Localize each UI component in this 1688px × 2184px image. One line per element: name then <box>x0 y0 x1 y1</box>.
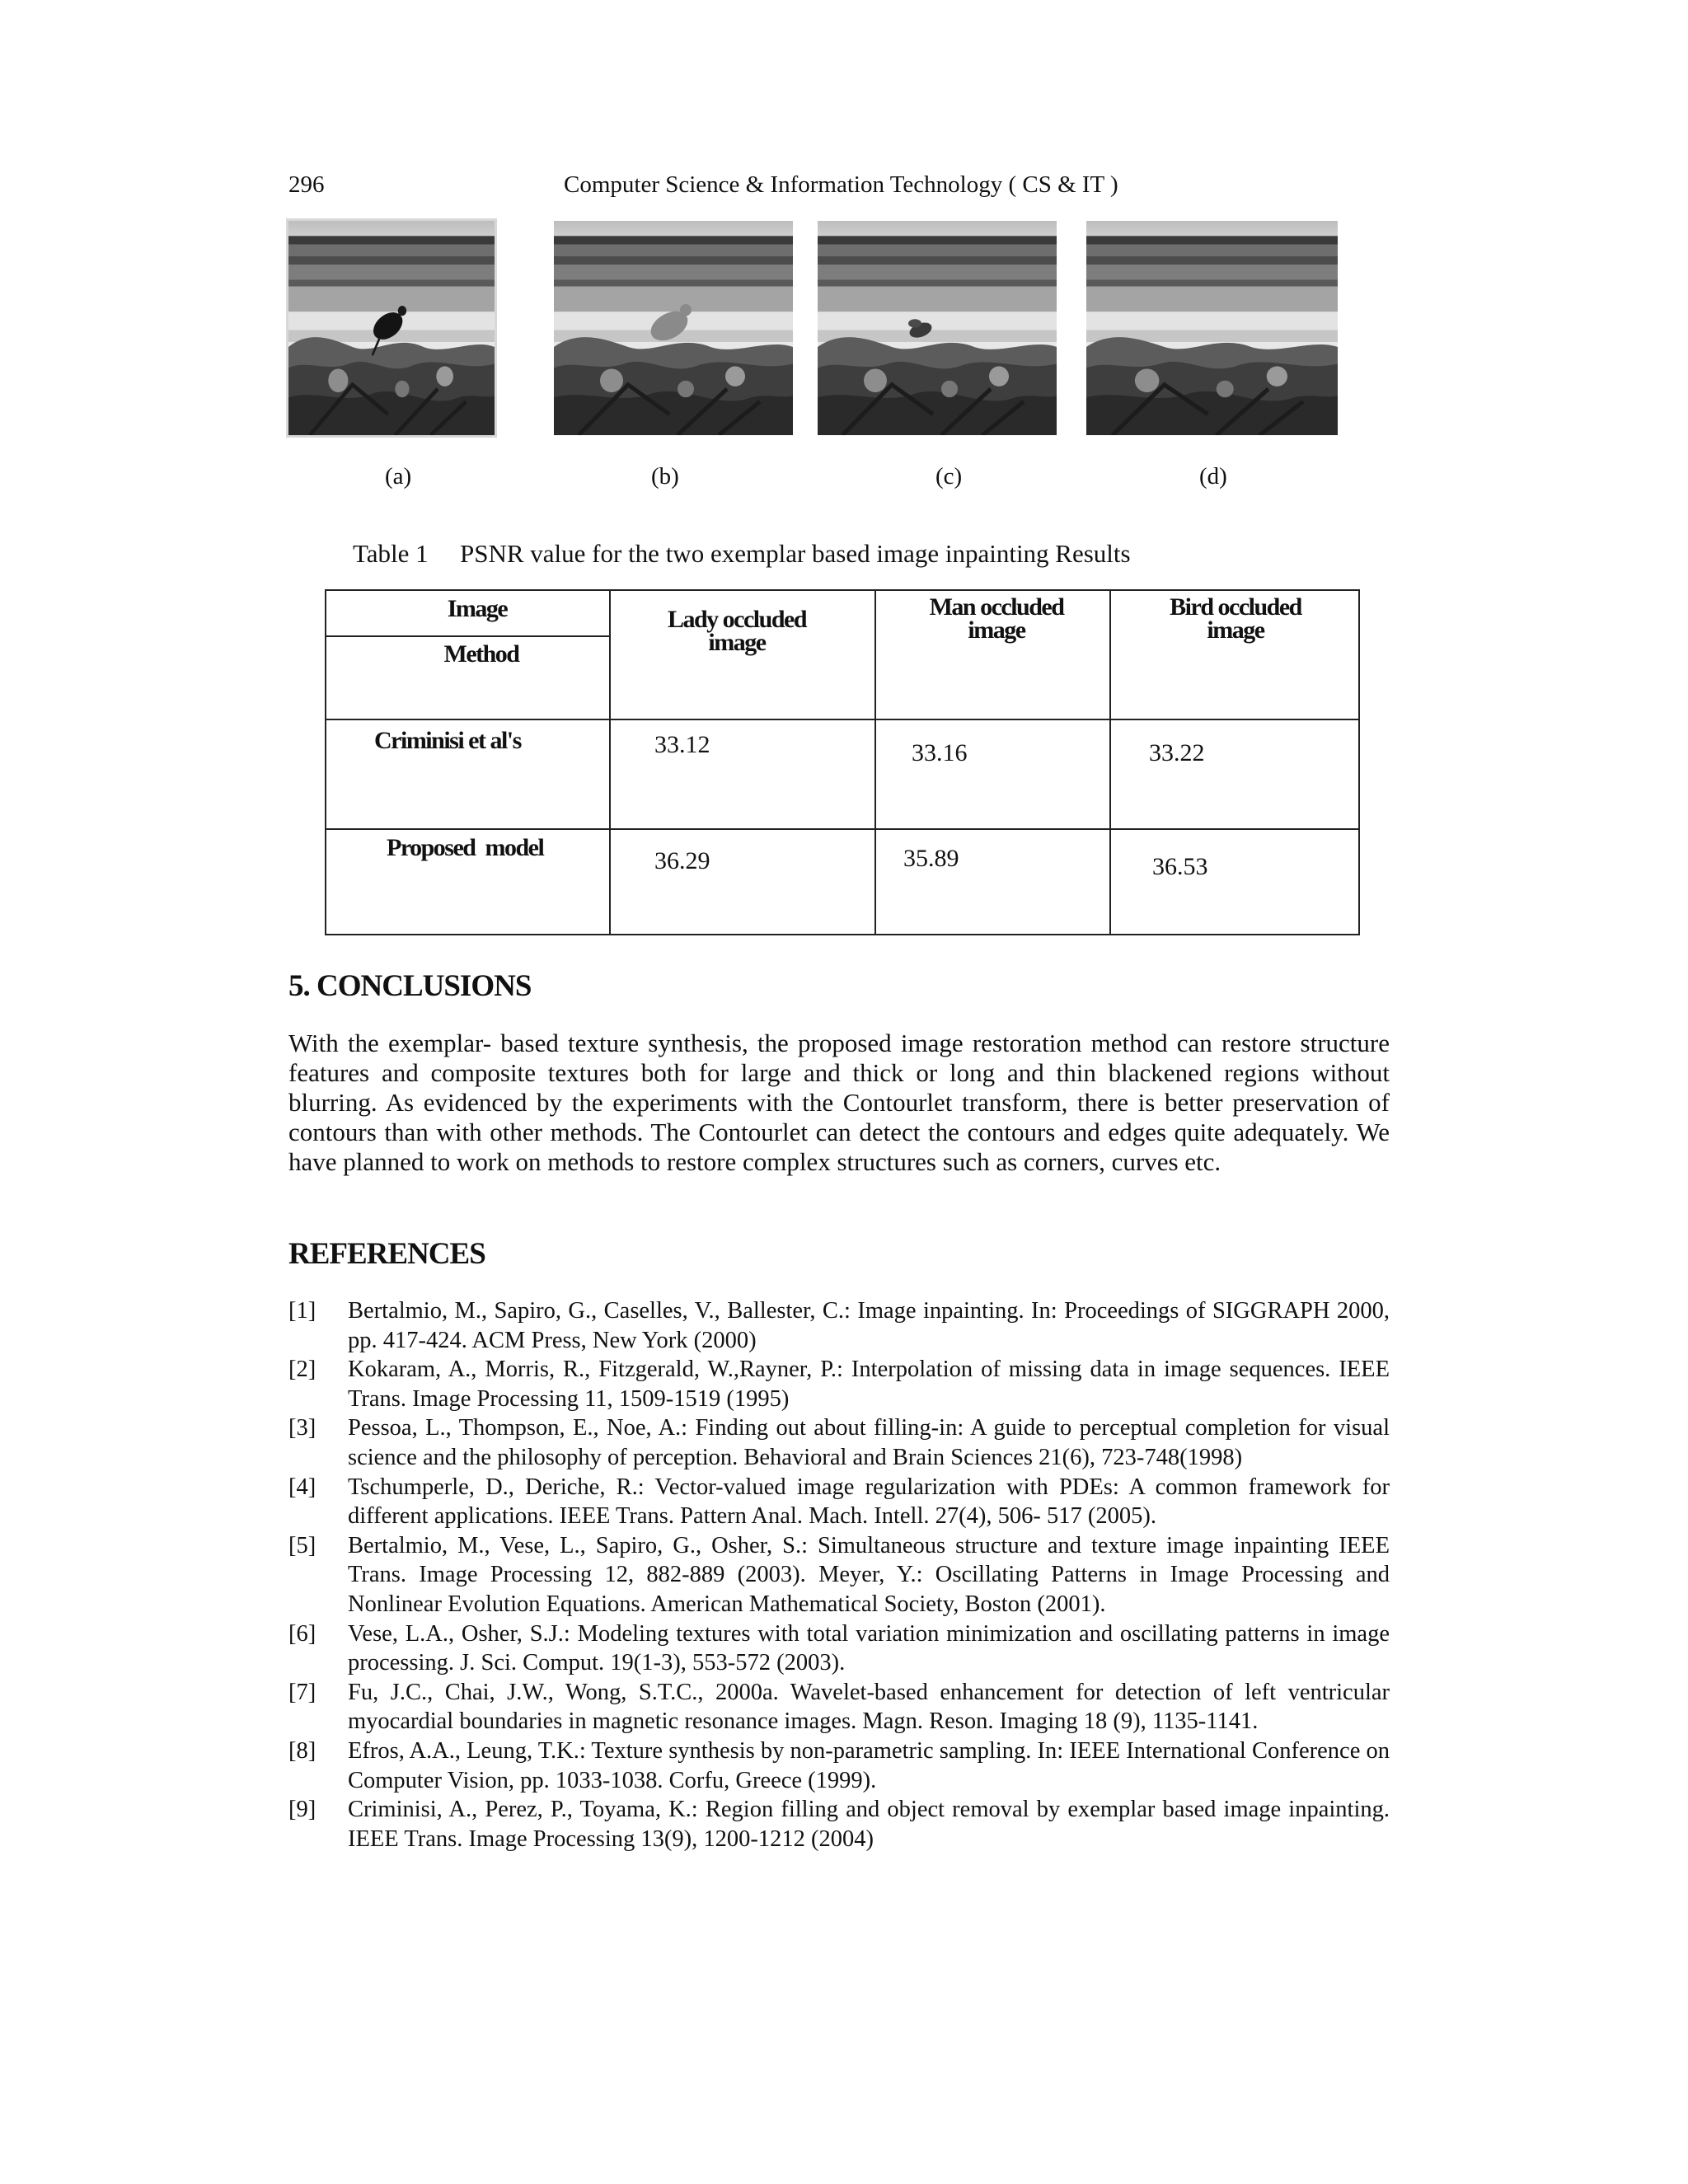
conclusions-heading: 5. CONCLUSIONS <box>288 969 532 1003</box>
row-method-criminisi: Criminisi et al's <box>374 727 521 754</box>
value-criminisi-man: 33.16 <box>912 739 968 766</box>
value-proposed-bird: 36.53 <box>1152 853 1208 880</box>
reference-text: Bertalmio, M., Vese, L., Sapiro, G., Osher, S.: Simultaneous structure and texture image inpainting IEEE Trans. Image Processing 12, 882-889 (2003). Meyer, Y.: Oscillating Patterns in Image Processing and Nonlinear Evolution Equations. American Mathematical Society, Boston (2001). <box>348 1532 1390 1617</box>
psnr-table <box>325 589 1360 935</box>
table-row-divider <box>325 828 1360 830</box>
figure-b-occluded-image <box>554 221 793 435</box>
reference-text: Bertalmio, M., Sapiro, G., Caselles, V., Ballester, C.: Image inpainting. In: Proceedings of SIGGRAPH 2000, pp. 417-424. ACM Press, New York (2000) <box>348 1298 1390 1353</box>
table-row-divider <box>325 719 1360 720</box>
reference-number: [1] <box>288 1298 316 1324</box>
reference-number: [6] <box>288 1620 316 1647</box>
header-image-label: Image <box>447 595 508 622</box>
figure-d-proposed-result <box>1086 221 1338 435</box>
subfigure-label-a: (a) <box>385 463 412 490</box>
reference-item <box>288 1619 1390 1678</box>
table-header-divider <box>325 635 610 637</box>
table-border-top <box>325 589 1360 591</box>
reference-number: [8] <box>288 1737 316 1764</box>
reference-number: [9] <box>288 1797 316 1823</box>
reference-item <box>288 1678 1390 1736</box>
reference-item <box>288 1296 1390 1355</box>
value-proposed-man: 35.89 <box>903 845 959 872</box>
reference-list <box>288 1296 1390 1854</box>
table-border-right <box>1358 589 1360 935</box>
table-caption-text: PSNR value for the two exemplar based image inpainting Results <box>460 539 1131 568</box>
reference-text: Criminisi, A., Perez, P., Toyama, K.: Region filling and object removal by exemplar based image inpainting. IEEE Trans. Image Processing 13(9), 1200-1212 (2004) <box>348 1797 1390 1852</box>
page-number: 296 <box>288 171 325 198</box>
reference-number: [5] <box>288 1532 316 1558</box>
figure-c-criminisi-result <box>818 221 1057 435</box>
subfigure-label-c: (c) <box>935 463 963 490</box>
column-header-bird: Bird occluded image <box>1170 593 1301 644</box>
table-caption-label: Table 1 <box>353 539 429 568</box>
reference-item <box>288 1473 1390 1531</box>
subfigure-label-d: (d) <box>1199 463 1227 490</box>
reference-text: Efros, A.A., Leung, T.K.: Texture synthesis by non-parametric sampling. In: IEEE International Conference on Computer Vision, pp. 1033-1038. Corfu, Greece (1999). <box>348 1737 1390 1793</box>
inpainting-figure <box>288 221 1360 439</box>
row-method-proposed: Proposed model <box>387 834 544 861</box>
references-heading: REFERENCES <box>288 1237 485 1271</box>
table-column-divider <box>1109 589 1111 935</box>
table-caption <box>353 539 1131 569</box>
figure-a-original-image <box>288 221 495 435</box>
reference-item <box>288 1736 1390 1795</box>
reference-text: Pessoa, L., Thompson, E., Noe, A.: Finding out about filling-in: A guide to perceptual completion for visual science and the philosophy of perception. Behavioral and Brain Sciences 21(6), 723-748(1998) <box>348 1415 1390 1470</box>
subfigure-labels <box>288 463 1360 496</box>
conclusions-paragraph: With the exemplar- based texture synthesis, the proposed image restoration method can restore structure features and composite textures both for large and thick or long and thin blackened regions without blurring. As evidenced by the experiments with the Contourlet transform, there is better preservation of contours than with other methods. The Contourlet can detect the contours and edges quite adequately. We have planned to work on methods to restore complex structures such as corners, curves etc. <box>288 1029 1390 1176</box>
subfigure-label-b: (b) <box>651 463 679 490</box>
header-method-label: Method <box>443 640 519 668</box>
column-header-man: Man occluded image <box>929 593 1064 644</box>
value-criminisi-lady: 33.12 <box>654 731 710 758</box>
journal-title: Computer Science & Information Technology ( CS & IT ) <box>564 171 1118 198</box>
value-criminisi-bird: 33.22 <box>1149 739 1205 766</box>
reference-number: [7] <box>288 1679 316 1705</box>
reference-item <box>288 1355 1390 1413</box>
reference-text: Vese, L.A., Osher, S.J.: Modeling textures with total variation minimization and oscillating patterns in image processing. J. Sci. Comput. 19(1-3), 553-572 (2003). <box>348 1620 1390 1676</box>
column-header-lady: Lady occluded image <box>667 606 807 656</box>
reference-item <box>288 1531 1390 1619</box>
table-column-divider <box>609 589 611 935</box>
reference-number: [3] <box>288 1415 316 1441</box>
reference-item <box>288 1413 1390 1472</box>
reference-number: [4] <box>288 1474 316 1500</box>
reference-text: Kokaram, A., Morris, R., Fitzgerald, W.,Rayner, P.: Interpolation of missing data in image sequences. IEEE Trans. Image Processing 11, 1509-1519 (1995) <box>348 1357 1390 1412</box>
reference-text: Fu, J.C., Chai, J.W., Wong, S.T.C., 2000a. Wavelet-based enhancement for detection of left ventricular myocardial boundaries in magnetic resonance images. Magn. Reson. Imaging 18 (9), 1135-1141. <box>348 1679 1390 1735</box>
reference-text: Tschumperle, D., Deriche, R.: Vector-valued image regularization with PDEs: A common framework for different applications. IEEE Trans. Pattern Anal. Mach. Intell. 27(4), 506- 517 (2005). <box>348 1474 1390 1530</box>
table-border-left <box>325 589 326 935</box>
reference-item <box>288 1795 1390 1854</box>
running-header <box>288 171 1426 204</box>
reference-number: [2] <box>288 1357 316 1383</box>
value-proposed-lady: 36.29 <box>654 847 710 874</box>
table-column-divider <box>874 589 876 935</box>
table-border-bottom <box>325 934 1360 935</box>
